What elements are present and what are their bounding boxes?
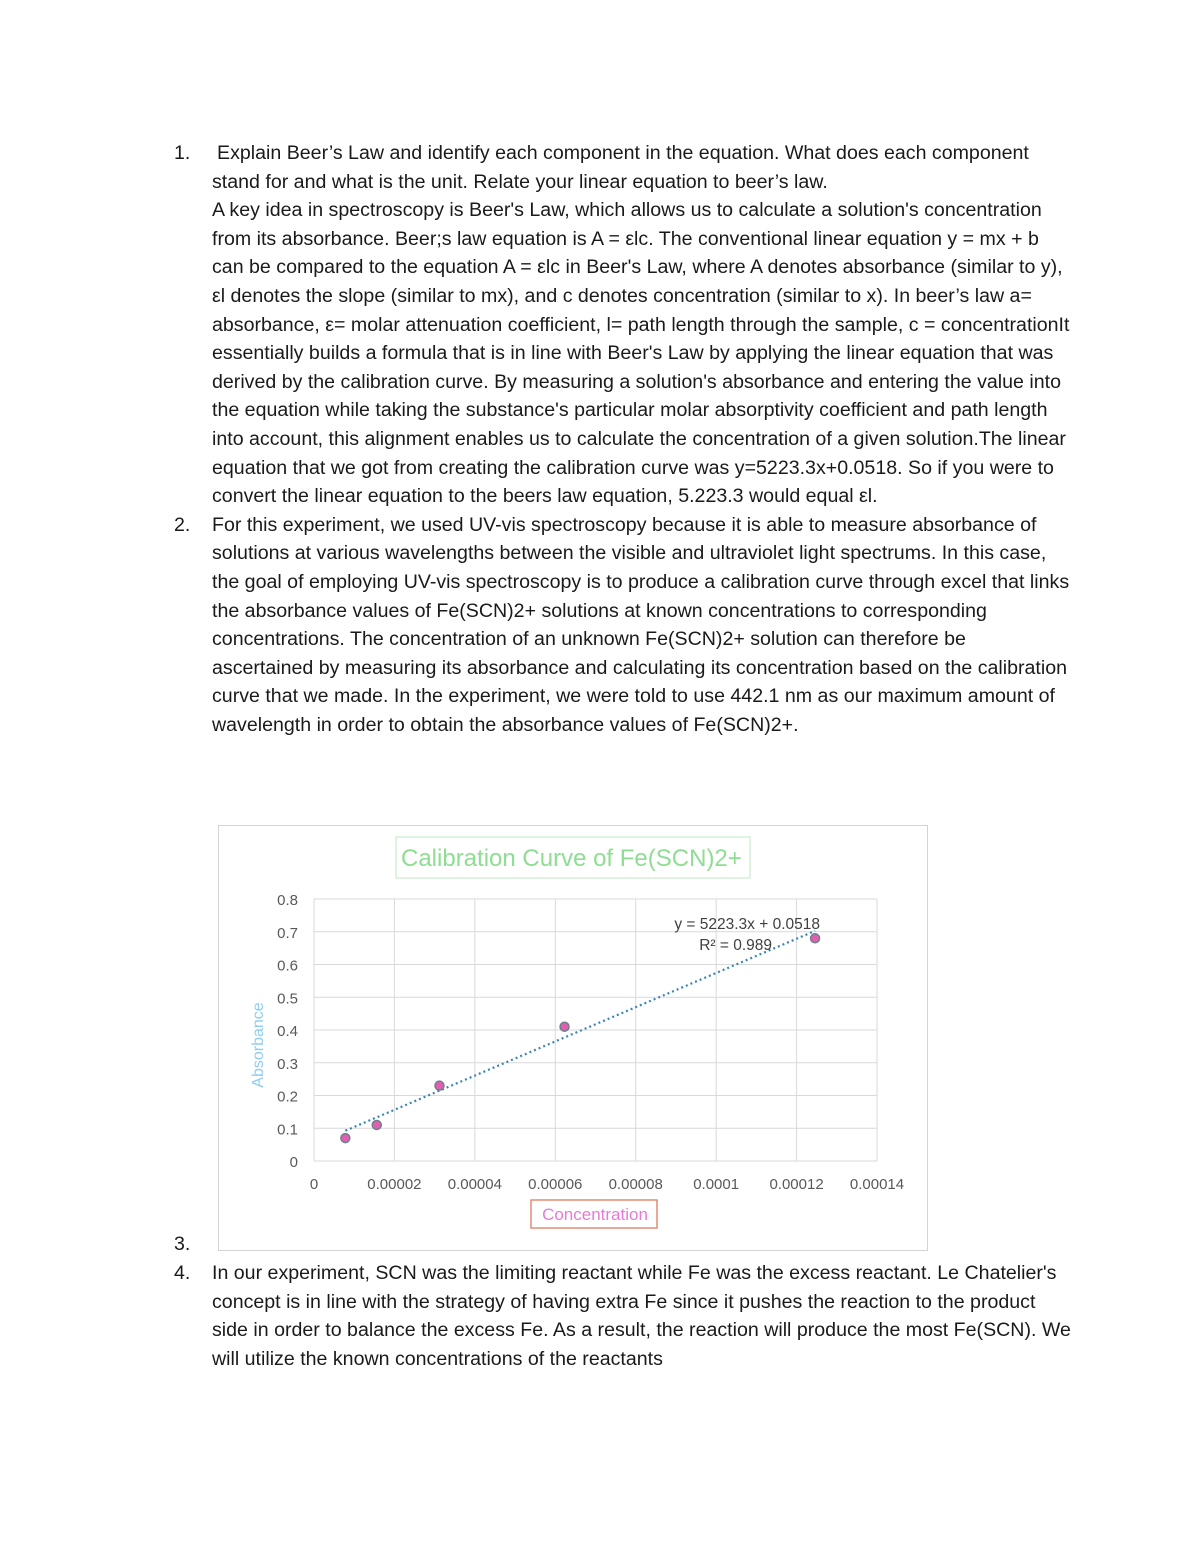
list-item-number: 1. (174, 142, 191, 164)
y-tick-label: 0.5 (277, 990, 298, 1008)
x-tick-label: 0.00012 (769, 1176, 824, 1193)
x-tick-label: 0.00008 (608, 1176, 663, 1193)
x-tick-label: 0 (309, 1176, 319, 1193)
chart-title: Calibration Curve of Fe(SCN)2+ (401, 845, 742, 872)
data-point (435, 1081, 444, 1090)
y-axis-title: Absorbance (250, 1002, 267, 1088)
list-item-number: 4. (174, 1262, 191, 1284)
question-text: Explain Beer’s Law and identify each component in the equation. What does each component stand for and what is the unit. Relate your linear equation to beer’s law. (212, 142, 1029, 193)
x-tick-label: 0.0001 (693, 1176, 740, 1193)
list-item-number: 3. (174, 1233, 191, 1255)
answer-text: For this experiment, we used UV-vis spectroscopy because it is able to measure absorbance of solutions at various wavelengths between the visible and ultraviolet light spectrums. In this case, the goal of employing UV-vis spectroscopy is to produce a calibration curve through excel that links the absorbance values of Fe(SCN)2+ solutions at known concentrations to corresponding concentrations. The concentration of an unknown Fe(SCN)2+ solution can therefore be ascertained by measuring its absorbance and calculating its concentration based on the calibration curve that we made. In the experiment, we were told to use 442.1 nm as our maximum amount of wavelength in order to obtain the absorbance values of Fe(SCN)2+. (212, 513, 1070, 736)
x-tick-label: 0.00014 (849, 1176, 905, 1193)
data-point (560, 1022, 569, 1031)
list-item (0, 511, 1200, 740)
calibration-chart (218, 825, 928, 1251)
answer-list (0, 139, 1200, 739)
list-item (0, 1259, 1200, 1373)
x-axis-title: Concentration (542, 1205, 648, 1224)
trendline-equation: y = 5223.3x + 0.0518 (674, 916, 820, 933)
y-tick-label: 0.3 (277, 1055, 298, 1073)
data-point (811, 934, 820, 943)
answer-text: A key idea in spectroscopy is Beer's Law, which allows us to calculate a solution's concentration from its absorbance. Beer;s law equation is A = εlc. The conventional linear equation y = mx + b can be compared to the equation A = εlc in Beer's Law, where A denotes absorbance (similar to y), εl denotes the slope (similar to mx), and c denotes concentration (similar to x). In beer’s law a= absorbance, ε= molar attenuation coefficient, l= path length through the sample, c = concentrationIt essentially builds a formula that is in line with Beer's Law by applying the linear equation that was derived by the calibration curve. By measuring a solution's absorbance and entering the value into the equation while taking the substance's particular molar absorptivity coefficient and path length into account, this alignment enables us to calculate the concentration of a given solution.The linear equation that we got from creating the calibration curve was y=5223.3x+0.0518. So if you were to convert the linear equation to the beers law equation, 5.223.3 would equal εl. (212, 199, 1070, 508)
answer-text: In our experiment, SCN was the limiting reactant while Fe was the excess reactant. Le Chatelier's concept is in line with the strategy of having extra Fe since it pushes the reaction to the product side in order to balance the excess Fe. As a result, the reaction will produce the most Fe(SCN). We will utilize the known concentrations of the reactants (212, 1262, 1071, 1370)
y-tick-label: 0.4 (277, 1023, 298, 1040)
x-tick-label: 0.00006 (528, 1176, 583, 1193)
y-tick-label: 0.7 (277, 924, 298, 942)
data-point (372, 1120, 381, 1129)
y-tick-label: 0.2 (277, 1088, 298, 1106)
y-tick-label: 0.6 (277, 957, 298, 975)
x-tick-label: 0.00002 (367, 1176, 422, 1193)
chart-canvas (219, 826, 927, 1250)
y-tick-label: 0.8 (277, 892, 298, 909)
trendline (345, 931, 815, 1131)
x-tick-label: 0.00004 (447, 1176, 502, 1193)
list-item-number: 2. (174, 513, 191, 536)
data-point (341, 1134, 350, 1143)
y-tick-label: 0 (289, 1154, 298, 1171)
list-item (0, 139, 1200, 511)
trendline-r-squared: R² = 0.989 (699, 937, 772, 954)
y-tick-label: 0.1 (277, 1121, 298, 1139)
